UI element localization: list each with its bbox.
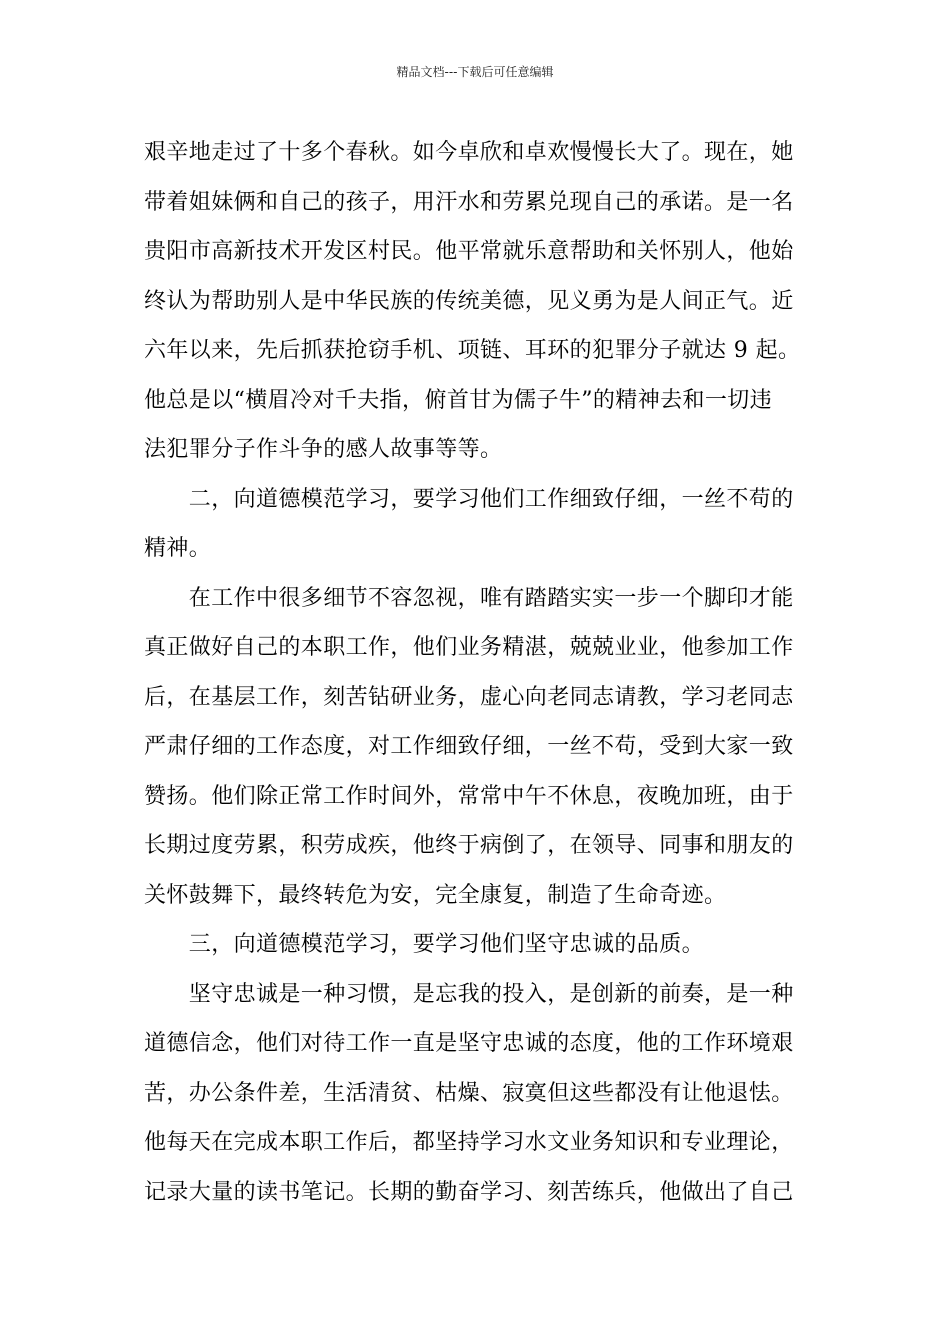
text-line: 赞扬。他们除正常工作时间外，常常中午不休息，夜晚加班，由于 <box>144 783 794 809</box>
text-line: 记录大量的读书笔记。长期的勤奋学习、刻苦练兵，他做出了自己 <box>144 1179 794 1205</box>
text-line: 精神。 <box>144 536 212 561</box>
text-line: 他总是以“横眉冷对千夫指，俯首甘为儒子牛”的精神去和一切违 <box>144 387 773 413</box>
text-line: 法犯罪分子作斗争的感人故事等等。 <box>144 437 503 462</box>
text-line: 终认为帮助别人是中华民族的传统美德，见义勇为是人间正气。近 <box>144 288 794 314</box>
section-heading-3 <box>144 920 806 970</box>
text-line: 苦，办公条件差，生活清贫、枯燥、寂寞但这些都没有让他退怯。 <box>144 1080 794 1106</box>
page-header: 精品文档---下载后可任意编辑 <box>396 65 554 79</box>
document-body <box>144 128 806 1217</box>
text-line: 坚守忠诚是一种习惯，是忘我的投入，是创新的前奏，是一种 <box>144 981 794 1007</box>
text-line: 关怀鼓舞下，最终转危为安，完全康复，制造了生命奇迹。 <box>144 882 727 908</box>
text-line: 真正做好自己的本职工作，他们业务精湛，兢兢业业，他参加工作 <box>144 635 794 660</box>
text-line: 在工作中很多细节不容忽视，唯有踏踏实实一步一个脚印才能 <box>144 585 794 611</box>
text-line: 长期过度劳累，积劳成疾，他终于病倒了，在领导、同事和朋友的 <box>144 833 794 858</box>
text-line: 六年以来，先后抓获抢窃手机、项链、耳环的犯罪分子就达 9 起。 <box>144 338 801 363</box>
text-line: 他每天在完成本职工作后，都坚持学习水文业务知识和专业理论， <box>144 1130 794 1155</box>
text-line: 后，在基层工作，刻苦钻研业务，虚心向老同志请教，学习老同志 <box>144 684 794 710</box>
paragraph-1 <box>144 128 806 475</box>
section-heading-2 <box>144 475 806 574</box>
text-line: 三，向道德模范学习，要学习他们坚守忠诚的品质。 <box>144 932 705 957</box>
text-line: 严肃仔细的工作态度，对工作细致仔细，一丝不苟，受到大家一致 <box>144 734 794 759</box>
text-line: 二，向道德模范学习，要学习他们工作细致仔细，一丝不苟的 <box>144 486 794 512</box>
text-line: 带着姐妹俩和自己的孩子，用汗水和劳累兑现自己的承诺。是一名 <box>144 189 794 215</box>
paragraph-5 <box>144 970 806 1218</box>
text-line: 艰辛地走过了十多个春秋。如今卓欣和卓欢慢慢长大了。现在，她 <box>144 140 794 165</box>
text-line: 道德信念，他们对待工作一直是坚守忠诚的态度，他的工作环境艰 <box>144 1031 794 1056</box>
text-line: 贵阳市高新技术开发区村民。他平常就乐意帮助和关怀别人，他始 <box>144 239 794 264</box>
paragraph-3 <box>144 574 806 921</box>
